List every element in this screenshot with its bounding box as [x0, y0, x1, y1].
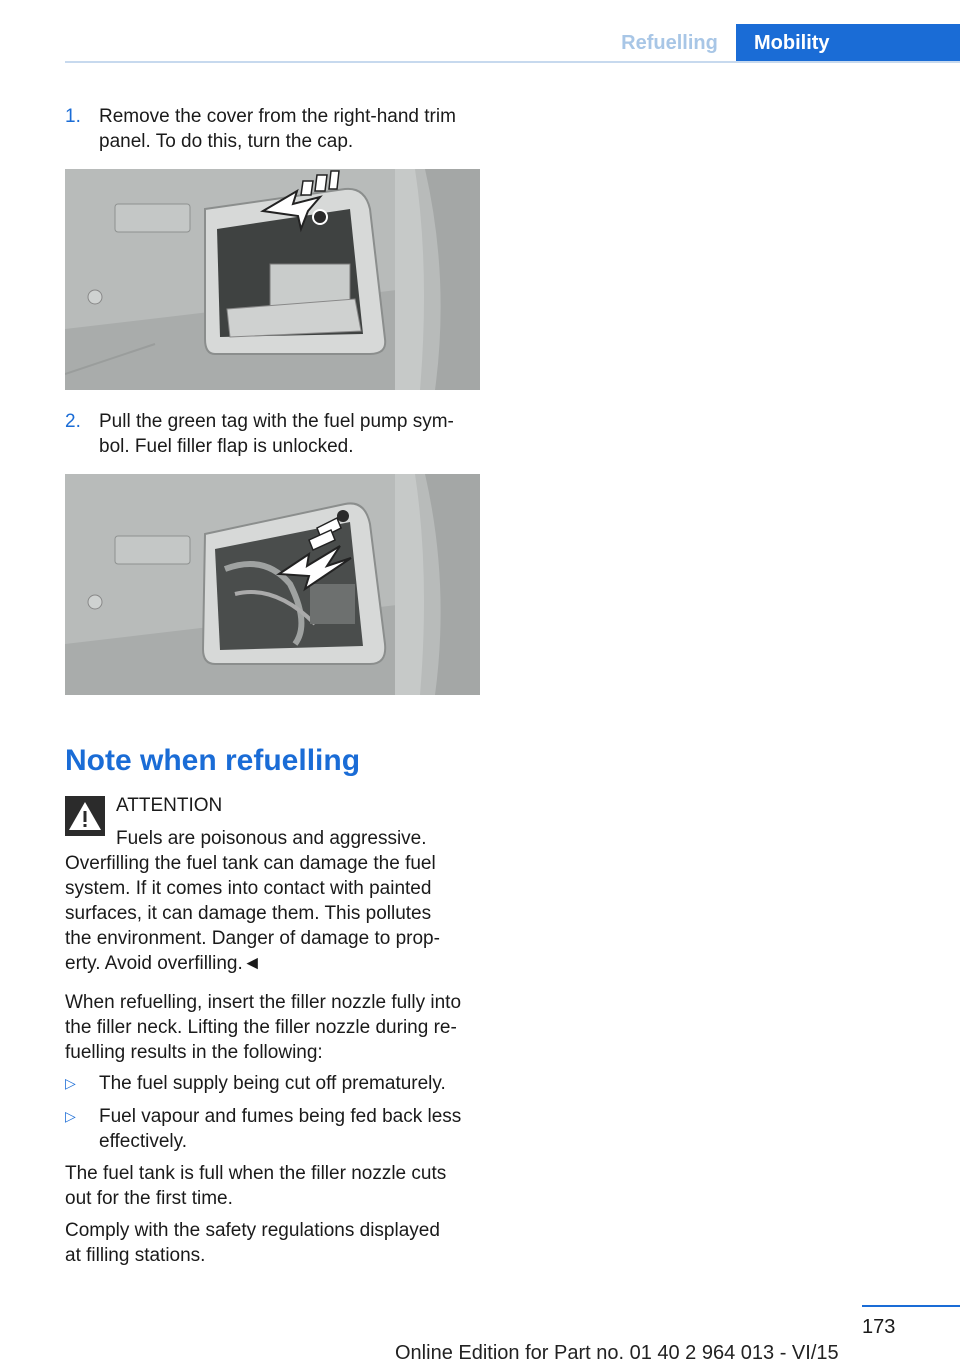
bullet-2-line-1: Fuel vapour and fumes being fed back less [99, 1106, 462, 1127]
intro-line-3: fuelling results in the following: [65, 1042, 323, 1063]
refuelling-intro-paragraph [65, 990, 485, 1065]
intro-line-1: When refuelling, insert the filler nozzle fully into [65, 992, 462, 1013]
tank-full-line-2: out for the first time. [65, 1188, 233, 1209]
step-2-line-1: Pull the green tag with the fuel pump sym- [99, 411, 454, 432]
step-2-line-2: bol. Fuel filler flap is unlocked. [99, 436, 354, 457]
warning-triangle-icon [65, 796, 105, 836]
tank-full-paragraph [65, 1161, 485, 1211]
bullet-arrow-icon: ▷ [65, 1108, 76, 1124]
tank-full-line-1: The fuel tank is full when the filler nozzle cuts [65, 1163, 447, 1184]
header-chapter-tab: Mobility [736, 24, 960, 61]
step-2-number: 2. [65, 411, 81, 432]
bullet-1-text: The fuel supply being cut off prematurely. [99, 1073, 446, 1094]
fuel-tag-illustration [65, 474, 480, 695]
trim-panel-illustration [65, 169, 480, 390]
fuel-tag-photo [65, 474, 480, 695]
step-2-text [99, 409, 485, 459]
safety-regulations-paragraph [65, 1218, 485, 1268]
trim-panel-photo [65, 169, 480, 390]
step-1-number: 1. [65, 106, 81, 127]
warning-body [65, 851, 485, 976]
step-1-line-1: Remove the cover from the right-hand trim [99, 106, 456, 127]
safety-line-2: at filling stations. [65, 1245, 206, 1266]
bullet-2-text [99, 1104, 485, 1154]
header-section-tab: Refuelling [621, 32, 718, 54]
safety-line-1: Comply with the safety regulations displayed [65, 1220, 440, 1241]
header-rule [65, 61, 960, 63]
warning-line-2: Overfilling the fuel tank can damage the fuel [65, 853, 436, 874]
edition-footer: Online Edition for Part no. 01 40 2 964 013 - VI/15 [395, 1342, 839, 1364]
section-title: Note when refuelling [65, 744, 361, 777]
warning-line-1: Fuels are poisonous and aggressive. [116, 828, 427, 849]
footer-rule [862, 1305, 960, 1307]
step-1-line-2: panel. To do this, turn the cap. [99, 131, 354, 152]
warning-line-5: the environment. Danger of damage to prop- [65, 928, 440, 949]
step-1-text [99, 104, 485, 154]
bullet-arrow-icon: ▷ [65, 1075, 76, 1091]
warning-line-6: erty. Avoid overfilling.◄ [65, 953, 262, 974]
page-number: 173 [862, 1316, 896, 1338]
warning-line-3: system. If it comes into contact with painted [65, 878, 432, 899]
warning-line-4: surfaces, it can damage them. This pollutes [65, 903, 432, 924]
intro-line-2: the filler neck. Lifting the filler nozzle during re- [65, 1017, 457, 1038]
bullet-2-line-2: effectively. [99, 1131, 188, 1152]
warning-label: ATTENTION [116, 795, 223, 816]
